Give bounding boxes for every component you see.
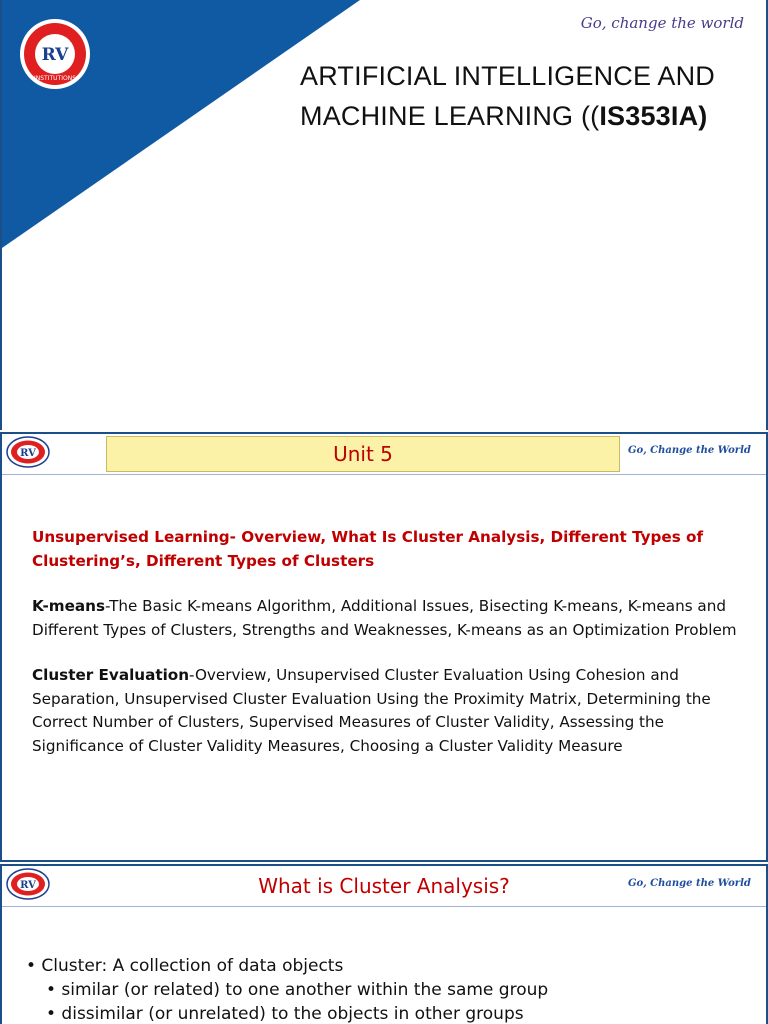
course-title	[300, 56, 750, 136]
slide-header	[2, 866, 766, 904]
svg-text:RV: RV	[41, 45, 69, 65]
unit-title-bar	[106, 436, 620, 472]
course-code: IS353IA)	[599, 101, 708, 131]
svg-text:RV: RV	[20, 448, 36, 459]
unit-heading: Unsupervised Learning- Overview, What Is Cluster Analysis, Different Types of Clustering’s, Different Types of Clusters	[32, 528, 704, 570]
slide-header	[2, 434, 766, 472]
header-tagline: Go, Change the World	[628, 878, 751, 889]
unit-title: Unit 5	[333, 442, 393, 466]
unit-content	[32, 526, 752, 780]
slide-title: What is Cluster Analysis?	[258, 874, 510, 898]
cluster-eval-paragraph	[32, 664, 752, 758]
header-tagline: Go, Change the World	[628, 445, 751, 456]
rv-logo-small	[6, 436, 50, 468]
tagline: Go, change the world	[580, 14, 744, 32]
course-title-line1: ARTIFICIAL INTELLIGENCE AND	[300, 61, 716, 91]
title-slide	[0, 0, 768, 430]
header-divider	[2, 906, 766, 907]
header-divider	[2, 474, 766, 475]
cluster-eval-label: Cluster Evaluation	[32, 666, 190, 684]
kmeans-text: -The Basic K-means Algorithm, Additional Issues, Bisecting K-means, K-means and Different Types of Clusters, Strengths and Weaknesses, K-means as an Optimization Problem	[32, 597, 737, 639]
cluster-bullets	[26, 954, 746, 1024]
course-title-line2	[300, 96, 750, 136]
kmeans-label: K-means	[32, 597, 105, 615]
bullet-cluster-definition: • Cluster: A collection of data objects	[26, 956, 344, 976]
rv-institutions-logo	[19, 18, 91, 90]
svg-text:INSTITUTIONS: INSTITUTIONS	[33, 75, 77, 82]
sub-bullet-similar: • similar (or related) to one another within the same group	[46, 980, 549, 1000]
kmeans-paragraph	[32, 595, 752, 642]
unit-slide	[0, 432, 768, 862]
course-title-prefix: MACHINE LEARNING ((	[300, 101, 600, 131]
sub-bullet-dissimilar: • dissimilar (or unrelated) to the objects in other groups	[46, 1004, 524, 1024]
svg-text:RV: RV	[20, 880, 36, 891]
cluster-analysis-slide	[0, 864, 768, 1024]
cluster-eval-text: -Overview, Unsupervised Cluster Evaluation Using Cohesion and Separation, Unsupervised Cluster Evaluation Using the Proximity Matrix, Determining the Correct Number of Clusters, Supervised Measures of Cluster Validity, Assessing the Significance of Cluster Validity Measures, Choosing a Cluster Validity Measure	[32, 666, 711, 755]
